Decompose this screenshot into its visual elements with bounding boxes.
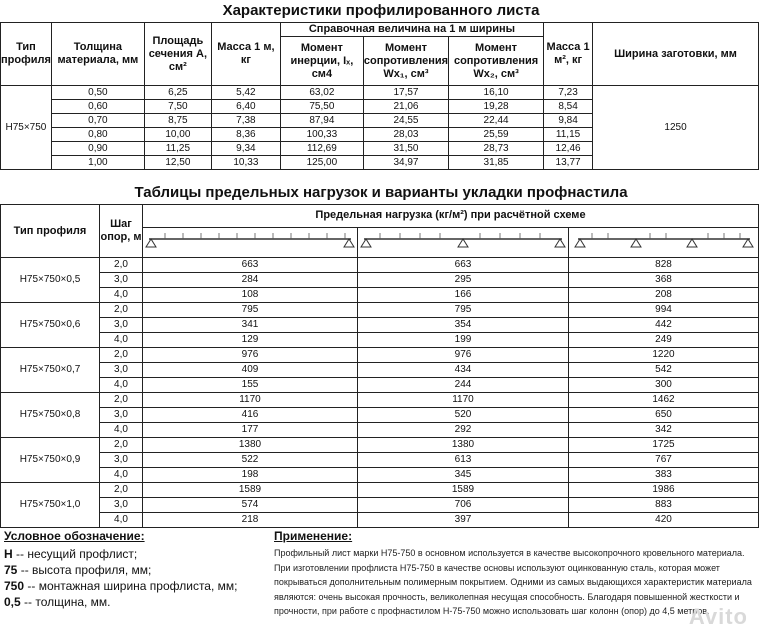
load-scheme3-cell: 342 [569,423,759,438]
load-scheme3-cell: 767 [569,453,759,468]
mass-m2-cell: 9,84 [544,114,593,128]
load-scheme2-cell: 1589 [358,483,569,498]
load-scheme1-cell: 108 [143,288,358,303]
table-row [1,423,759,438]
watermark-text: Avito [688,604,748,629]
inertia-cell: 63,02 [280,86,363,100]
mass-m2-cell: 13,77 [544,156,593,170]
mass-cell: 8,36 [211,128,280,142]
three-span-diagram-icon [574,230,754,254]
legend-key: 0,5 [4,595,21,609]
load-scheme3-cell: 208 [569,288,759,303]
area-cell: 7,50 [144,100,211,114]
legend-line [4,594,266,610]
characteristics-table [0,22,759,170]
load-scheme1-cell: 795 [143,303,358,318]
area-cell: 10,00 [144,128,211,142]
load-scheme2-cell: 354 [358,318,569,333]
step-cell: 2,0 [100,438,143,453]
table-row [1,468,759,483]
profile-name-cell: Н75×750×0,9 [1,438,100,483]
step-cell: 4,0 [100,333,143,348]
mass-cell: 5,42 [211,86,280,100]
area-cell: 6,25 [144,86,211,100]
step-cell: 2,0 [100,483,143,498]
table-row [1,513,759,528]
resistance2-cell: 25,59 [449,128,544,142]
application-text: Профильный лист марки Н75-750 в основном используется в качестве высокопрочного кровельного материала. При изготовлении профлиста Н75-750 в качестве основы используют оцинкованную сталь, которая может покрываться дополнительным полимерным покрытием. Одними из самых выдающихся характеристик материала являются: очень высокая прочность, великолепная несущая способность. Благодаря повышенной жесткости и прочности, при работе с профнастилом Н-75-750 можно использовать шаг колонн (опор) до 4,5 метров. [274,548,752,616]
legend-value: -- несущий профлист; [12,547,138,561]
load-scheme3-cell: 883 [569,498,759,513]
resistance1-cell: 31,50 [363,142,448,156]
resistance2-cell: 16,10 [449,86,544,100]
load-scheme2-cell: 345 [358,468,569,483]
step-cell: 4,0 [100,468,143,483]
load-scheme2-cell: 1170 [358,393,569,408]
load-scheme2-cell: 434 [358,363,569,378]
legend-lines [4,546,266,610]
load-scheme1-cell: 284 [143,273,358,288]
step-cell: 3,0 [100,363,143,378]
table-row [1,288,759,303]
legend-line [4,562,266,578]
legend-line [4,546,266,562]
load-scheme3-cell: 368 [569,273,759,288]
table-row [1,348,759,363]
col-mass: Масса 1 м, кг [211,23,280,86]
thickness-cell: 0,50 [51,86,144,100]
col-mass-m2: Масса 1 м², кг [544,23,593,86]
load-scheme1-cell: 1380 [143,438,358,453]
area-cell: 8,75 [144,114,211,128]
col-profile-type: Тип профиля [1,23,52,86]
mass-cell: 10,33 [211,156,280,170]
profile-name-cell: Н75×750×0,5 [1,258,100,303]
step-cell: 3,0 [100,318,143,333]
application-block [274,528,754,619]
profile-name-cell: Н75×750×0,8 [1,393,100,438]
load-scheme2-cell: 1380 [358,438,569,453]
load-scheme1-cell: 976 [143,348,358,363]
load-scheme3-cell: 994 [569,303,759,318]
load-scheme2-cell: 292 [358,423,569,438]
col-support-step: Шаг опор, м [100,205,143,258]
legend-line [4,578,266,594]
table-row [1,408,759,423]
load-scheme3-cell: 442 [569,318,759,333]
load-scheme1-cell: 409 [143,363,358,378]
table-row [1,378,759,393]
load-scheme1-cell: 341 [143,318,358,333]
step-cell: 4,0 [100,423,143,438]
table-row [1,498,759,513]
load-scheme1-cell: 663 [143,258,358,273]
legend-key: 750 [4,579,25,593]
load-tables-title: Таблицы предельных нагрузок и варианты укладки профнастила [134,184,628,201]
step-cell: 2,0 [100,258,143,273]
col-area: Площадь сечения А, см² [144,23,211,86]
load-scheme1-cell: 1170 [143,393,358,408]
mass-m2-cell: 7,23 [544,86,593,100]
resistance1-cell: 24,55 [363,114,448,128]
table-row [1,438,759,453]
sheet-characteristics-title: Характеристики профилированного листа [222,2,540,19]
table-row [1,453,759,468]
legend-key: 75 [4,563,18,577]
step-cell: 3,0 [100,273,143,288]
col-resistance-2: Момент сопротивления Wx₂, см³ [449,37,544,86]
mass-m2-cell: 11,15 [544,128,593,142]
table-row [1,318,759,333]
step-cell: 2,0 [100,348,143,363]
load-scheme2-cell: 520 [358,408,569,423]
table-row [1,273,759,288]
resistance2-cell: 22,44 [449,114,544,128]
load-scheme2-cell: 706 [358,498,569,513]
load-scheme2-cell: 613 [358,453,569,468]
load-scheme3-cell: 650 [569,408,759,423]
col-ref-group: Справочная величина на 1 м ширины [280,23,543,37]
table-row [1,303,759,318]
application-heading: Применение: [274,529,353,543]
table-row [1,483,759,498]
scheme-two-span [143,227,358,257]
legend-key: Н [4,547,13,561]
load-scheme3-cell: 1462 [569,393,759,408]
table-row [1,333,759,348]
load-scheme1-cell: 1589 [143,483,358,498]
col-thickness: Толщина материала, мм [51,23,144,86]
load-scheme3-cell: 383 [569,468,759,483]
load-scheme1-cell: 129 [143,333,358,348]
legend-value: -- толщина, мм. [20,595,111,609]
resistance2-cell: 19,28 [449,100,544,114]
step-cell: 4,0 [100,513,143,528]
resistance1-cell: 17,57 [363,86,448,100]
thickness-cell: 1,00 [51,156,144,170]
inertia-cell: 100,33 [280,128,363,142]
characteristics-rows [1,86,759,170]
load-scheme3-cell: 1220 [569,348,759,363]
table-row [1,86,759,100]
resistance1-cell: 28,03 [363,128,448,142]
mass-m2-cell: 8,54 [544,100,593,114]
load-scheme3-cell: 1725 [569,438,759,453]
load-rows [1,258,759,528]
load-scheme3-cell: 828 [569,258,759,273]
load-scheme2-cell: 663 [358,258,569,273]
legend-heading: Условное обозначение: [4,529,145,543]
load-scheme2-cell: 244 [358,378,569,393]
table-row [1,258,759,273]
scheme-four-support [569,227,759,257]
step-cell: 3,0 [100,408,143,423]
step-cell: 2,0 [100,393,143,408]
load-table [0,204,759,528]
table-row [1,363,759,378]
profile-name-cell: Н75×750×0,7 [1,348,100,393]
resistance1-cell: 34,97 [363,156,448,170]
single-span-diagram-icon [145,230,355,254]
inertia-cell: 75,50 [280,100,363,114]
inertia-cell: 112,69 [280,142,363,156]
col-moment-inertia: Момент инерции, Iₓ, см4 [280,37,363,86]
profile-name-cell: Н75×750×1,0 [1,483,100,528]
thickness-cell: 0,60 [51,100,144,114]
thickness-cell: 0,80 [51,128,144,142]
mass-cell: 7,38 [211,114,280,128]
resistance2-cell: 28,73 [449,142,544,156]
resistance1-cell: 21,06 [363,100,448,114]
load-scheme1-cell: 416 [143,408,358,423]
thickness-cell: 0,70 [51,114,144,128]
col-blank-width: Ширина заготовки, мм [593,23,759,86]
load-scheme1-cell: 522 [143,453,358,468]
col-resistance-1: Момент сопротивления Wx₁, см³ [363,37,448,86]
resistance2-cell: 31,85 [449,156,544,170]
load-scheme3-cell: 1986 [569,483,759,498]
two-span-diagram-icon [360,230,566,254]
load-scheme2-cell: 295 [358,273,569,288]
profile-name-cell: Н75×750×0,6 [1,303,100,348]
load-scheme2-cell: 976 [358,348,569,363]
table-row [1,393,759,408]
step-cell: 2,0 [100,303,143,318]
scheme-three-support [358,227,569,257]
inertia-cell: 87,94 [280,114,363,128]
avito-watermark [689,604,748,630]
load-scheme1-cell: 574 [143,498,358,513]
profile-cell: Н75×750 [1,86,52,170]
step-cell: 4,0 [100,288,143,303]
load-scheme3-cell: 542 [569,363,759,378]
step-cell: 4,0 [100,378,143,393]
load-scheme3-cell: 420 [569,513,759,528]
legend-value: -- монтажная ширина профлиста, мм; [24,579,238,593]
load-scheme3-cell: 249 [569,333,759,348]
area-cell: 11,25 [144,142,211,156]
load-scheme1-cell: 155 [143,378,358,393]
mass-m2-cell: 12,46 [544,142,593,156]
col-load-group: Предельная нагрузка (кг/м²) при расчётной схеме [143,205,759,228]
legend-value: -- высота профиля, мм; [17,563,152,577]
load-scheme3-cell: 300 [569,378,759,393]
load-scheme2-cell: 795 [358,303,569,318]
load-scheme1-cell: 198 [143,468,358,483]
load-scheme1-cell: 218 [143,513,358,528]
col-profile-type-2: Тип профиля [1,205,100,258]
width-cell: 1250 [593,86,759,170]
step-cell: 3,0 [100,498,143,513]
legend-block [4,528,266,610]
step-cell: 3,0 [100,453,143,468]
mass-cell: 9,34 [211,142,280,156]
load-scheme2-cell: 397 [358,513,569,528]
load-scheme2-cell: 166 [358,288,569,303]
inertia-cell: 125,00 [280,156,363,170]
mass-cell: 6,40 [211,100,280,114]
load-scheme2-cell: 199 [358,333,569,348]
thickness-cell: 0,90 [51,142,144,156]
area-cell: 12,50 [144,156,211,170]
load-scheme1-cell: 177 [143,423,358,438]
